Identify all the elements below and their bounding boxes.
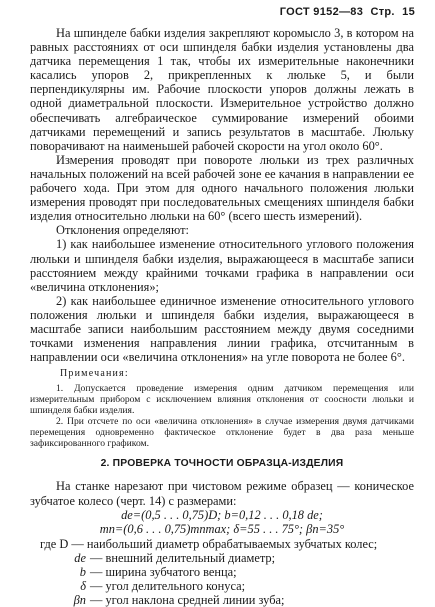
page-header bbox=[276, 6, 415, 18]
paragraph-2: Измерения проводят при повороте люльки из трех различных начальных положений на всей рабочей зоне ее качания в направлении ее рабочего хода. При этом для одного начального положения люльки измерения проводят при последовательных смещениях шпинделя бабки изделия относительно люльки на 60° (всего шесть измерений). bbox=[30, 152, 414, 224]
formula-line-1: de=(0,5 . . . 0,75)D; b=0,12 . . . 0,18 de; bbox=[121, 507, 323, 522]
section-intro: На станке нарезают при чистовом режиме образец — коническое зубчатое колесо (черт. 14) с размерами: bbox=[30, 479, 414, 508]
notes-heading: Примечания: bbox=[60, 368, 129, 380]
definition-item bbox=[64, 593, 414, 607]
paragraph-3: Отклонения определяют: bbox=[56, 223, 189, 238]
definition-text: — внешний делительный диаметр; bbox=[90, 550, 276, 565]
definition-text: — ширина зубчатого венца; bbox=[90, 564, 237, 579]
page-label: Стр. bbox=[370, 6, 395, 18]
definition-text: — угол наклона средней линии зуба; bbox=[90, 593, 285, 607]
standard-code: ГОСТ 9152—83 bbox=[279, 6, 364, 18]
definition-symbol: b bbox=[79, 564, 86, 579]
definition-symbol: δ bbox=[80, 578, 86, 593]
where-line: где D — наибольший диаметр обрабатываемых зубчатых колес; bbox=[40, 536, 378, 551]
definition-item bbox=[64, 551, 414, 565]
section-title: 2. ПРОВЕРКА ТОЧНОСТИ ОБРАЗЦА-ИЗДЕЛИЯ bbox=[100, 458, 344, 470]
page-number: 15 bbox=[402, 6, 415, 18]
definition-symbol: de bbox=[74, 550, 86, 565]
paragraph-5: 2) как наибольшее единичное изменение относительного углового положения люльки и шпинделя бабки изделия, выражающееся в масштабе записи наибольшим расстоянием между двумя соседними точками изменения направления линии графика, отсчитанным в направлении оси «величина отклонения» на угле поворота не более 6°. bbox=[30, 293, 414, 365]
definition-text: — угол делительного конуса; bbox=[90, 578, 246, 593]
body-text bbox=[30, 26, 414, 607]
paragraph-4: 1) как наибольшее изменение относительного углового положения люльки и шпинделя бабки изделия, выражающееся в масштабе записи расстоянием между крайними точками графика в направлении оси «величина отклонения»; bbox=[30, 237, 414, 294]
definition-item bbox=[64, 565, 414, 579]
formula-line-2: mn=(0,6 . . . 0,75)mnmax; δ=55 . . . 75°; βn=35° bbox=[99, 522, 345, 537]
definition-item bbox=[64, 579, 414, 593]
paragraph-1: На шпинделе бабки изделия закрепляют коромысло 3, в котором на равных расстояниях от оси шпинделя бабки изделия установлены два датчика перемещения 1 так, чтобы их измерительные наконечники касались упоров 2, прикрепленных к люльке 5, и были перпендикулярны им. Рабочие плоскости упоров должны лежать в одной диаметральной плоскости. Измерительное устройство должно обеспечивать алгебраическое суммирование измерений обоими датчиками перемещений и запись результатов в масштабе. Люльку поворачивают на наименьшей рабочей скорости на угол около 60°. bbox=[30, 26, 414, 153]
definition-symbol: βn bbox=[73, 593, 86, 607]
note-1: 1. Допускается проведение измерения одним датчиком перемещения или измерительным прибором с исключением влияния отклонения от соосности люльки и шпинделя бабки изделия. bbox=[30, 383, 414, 417]
note-2: 2. При отсчете по оси «величина отклонения» в случае измерения двумя датчиками перемещения одновременно фактическое отклонение будет в два раза меньше зафиксированного графиком. bbox=[30, 416, 414, 450]
